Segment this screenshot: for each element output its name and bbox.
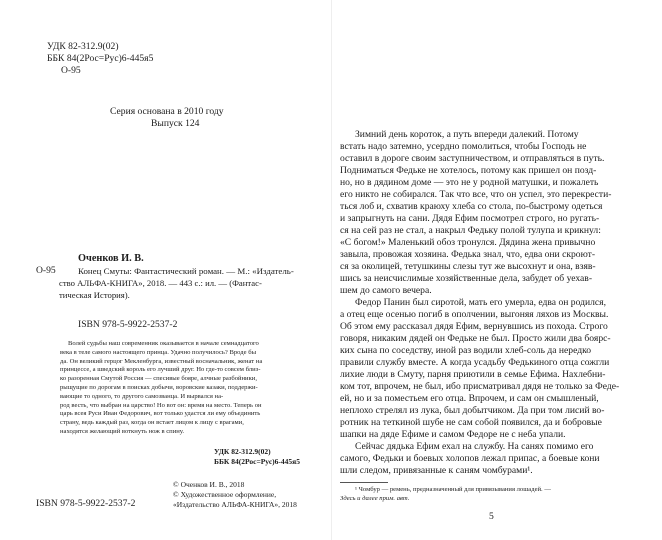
annotation-line: вающие то одного, то другого самозванца. И вырвался на- [60, 392, 224, 400]
footnote-line-1: ¹ Чомбур — ремень, предназначенный для привязывания лошадей. — [355, 486, 551, 493]
text-line: ся за околицей, тетушкины слезы тут же высохнут и она, взяв- [340, 261, 596, 272]
text-line: Зимний день короток, а путь впереди далекий. Потому [355, 129, 579, 140]
bib-line: ство АЛЬФА-КНИГА», 2018. — 443 с.: ил. — (Фантас- [59, 278, 262, 288]
paragraph-3 [340, 441, 634, 477]
paragraph-1 [340, 129, 634, 297]
paragraph-2 [340, 297, 634, 441]
text-line: ся на сей раз не стал, а накрыл Федьку полой тулупа и крикнул: [340, 225, 601, 236]
text-line: шись за неисчислимые хозяйственные дела, забудет об уехав- [340, 273, 593, 284]
text-line: завыла, провожая хозяина. Федька знал, что, едва они скроют- [340, 249, 596, 260]
text-line: ком тот, впрочем, не был, ибо присматривал дядя не только за Феде- [340, 381, 620, 392]
bbk-code-top: ББК 84(2Рос=Рус)6-445я5 [47, 53, 154, 64]
text-line: и запрыгнуть на сани. Дядя Ефим посмотрел строго, но ругать- [340, 213, 600, 224]
o95-mark: О-95 [36, 265, 56, 276]
isbn-mid: ISBN 978-5-9922-2537-2 [78, 319, 178, 330]
author-heading: Оченков И. В. [78, 253, 144, 264]
text-line: его никто не собирался. Так что все, что он успел, это перекрести- [340, 189, 612, 200]
text-line: Об этом ему рассказал дядя Ефим, вернувшись из похода. Строго [340, 321, 608, 332]
text-line: шем до самого вечера. [340, 285, 432, 296]
copyright-design: © Художественное оформление, [173, 490, 277, 499]
text-line: говоря, никаким дядей он Федьке не был. Просто жили два боярс- [340, 333, 611, 344]
bbk-code-bottom: ББК 84(2Рос=Рус)6-445я5 [214, 457, 300, 466]
text-line: Подниматься Федьке не хотелось, потому как пришел он позд- [340, 165, 597, 176]
text-line: а отец еще осенью погиб в ополчении, выгоняя ляхов из Москвы. [340, 309, 609, 320]
text-line: встать надо затемно, усердно помолиться, чтобы Господь не [340, 141, 587, 152]
text-line: Сейчас дядька Ефим ехал на службу. На санях помимо его [355, 441, 594, 452]
annotation-line: рыщущие по дорогам в поисках добычи, воровские казаки, поддержи- [60, 383, 258, 391]
annotation-line: страну, ведь каждый раз, когда он встает лицом к лицу с врагами, [60, 419, 244, 427]
text-line: но, но в дядином доме — это не у родной матушки, и пожалеть [340, 177, 599, 188]
text-line: ротник на теткиной шубе не сам собой появился, да и бобровые [340, 417, 602, 428]
footnote-line-2: Здесь и далее прим. авт. [340, 495, 410, 502]
bib-line: Конец Смуты: Фантастический роман. — М.: «Издатель- [78, 266, 294, 276]
annotation-line: принцессе, а шведский король его лучший друг. Но где-то совсем близ- [60, 366, 261, 374]
bib-line: тическая История). [59, 290, 130, 300]
annotation-line: Волей судьбы наш современник оказывается в начале семнадцатого [68, 340, 259, 347]
page-number: 5 [489, 511, 494, 522]
annotation-line: века в теле самого настоящего принца. Удачно получилось? Вроде бы [60, 348, 257, 356]
text-line: неплохо стрелял из лука, был добытчиком. Да при том лисий во- [340, 405, 605, 416]
text-line: Федор Панин был сиротой, мать его умерла, едва он родился, [355, 297, 606, 308]
annotation-line: ко разоренная Смутой Россия — спесивые бояре, алчные разбойники, [60, 375, 257, 383]
footnote-rule [340, 482, 388, 483]
udk-code-top: УДК 82-312.9(02) [47, 41, 119, 52]
text-line: ких сына по соседству, иной раз водили хлеб-соль да нередко [340, 345, 592, 356]
text-line: ться лоб и, схватив краюху хлеба со стола, по-быстрому одеться [340, 201, 603, 212]
o95-code-top: О-95 [61, 65, 81, 76]
isbn-bottom: ISBN 978-5-9922-2537-2 [36, 498, 136, 509]
annotation [60, 340, 300, 437]
copyright-author: © Оченков И. В., 2018 [173, 480, 245, 489]
text-line: ей, но и за поместьем его отца. Впрочем, и сам он смышленый, [340, 393, 599, 404]
udk-code-bottom: УДК 82-312.9(02) [214, 447, 271, 456]
annotation-line: царь всея Руси Иван Федорович, вот только удастся ли ему объединить [60, 410, 261, 418]
series-issue-line: Выпуск 124 [151, 118, 200, 129]
text-line: шли следом, привязанные к саням чомбурами¹. [340, 465, 533, 476]
text-line: лихие люди в Смуту, парня приютили в семье Ефима. Нахлебни- [340, 369, 606, 380]
copyright-publisher: «Издательство АЛЬФА-КНИГА», 2018 [173, 500, 297, 509]
text-line: правили службу вместе. А когда усадьбу Федькиного отца сожгли [340, 357, 610, 368]
text-line: оставил в дороге своим заступничеством, и отправляться в путь. [340, 153, 605, 164]
bibliographic-description [59, 265, 298, 301]
series-founded-line: Серия основана в 2010 году [110, 106, 224, 117]
annotation-line: род весть, что выбран на царство! Но вот он: время на место. Теперь он [60, 401, 262, 409]
text-line: самого, Федьки и боевых холопов лежал припас, а боевые кони [340, 453, 600, 464]
text-line: «С богом!» Маленький обоз тронулся. Дядина жена привычно [340, 237, 596, 248]
annotation-line: находятся желающий воткнуть нож в спину. [60, 427, 185, 435]
annotation-line: да. Он великий герцог Мекленбурга, известный восначальник, женат на [60, 357, 263, 365]
text-line: шапки на дяде Ефиме и самом Федоре не с неба упали. [340, 429, 566, 440]
